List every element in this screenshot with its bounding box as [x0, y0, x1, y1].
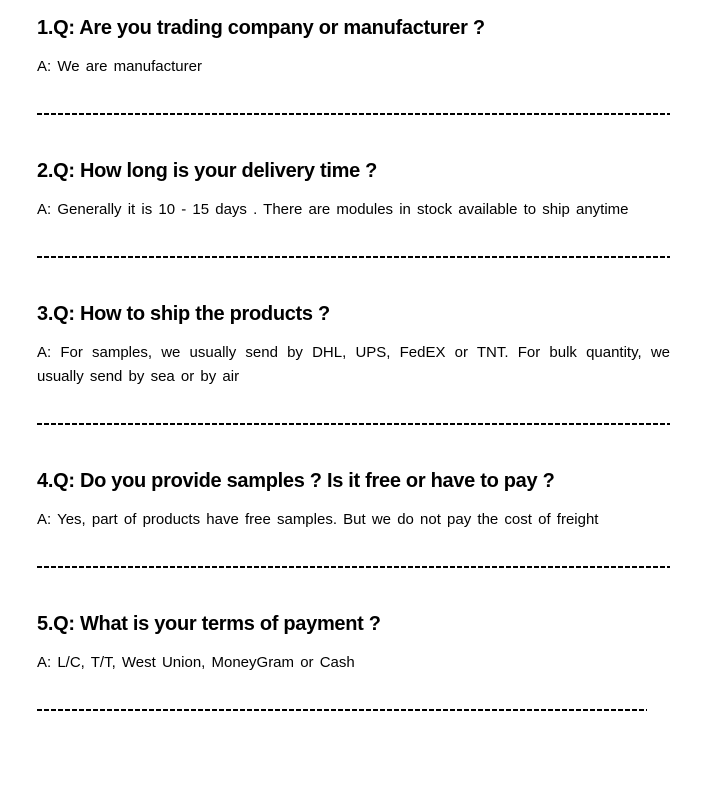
separator-line: [37, 113, 670, 115]
faq-section: [37, 612, 670, 711]
faq-question: 2.Q: How long is your delivery time ?: [37, 160, 378, 182]
faq-question: 1.Q: Are you trading company or manufacturer ?: [37, 17, 485, 39]
faq-answer: A: We are manufacturer: [37, 58, 202, 75]
faq-answer: A: Generally it is 10 - 15 days . There are modules in stock available to ship anytime: [37, 201, 629, 218]
faq-answer: A: For samples, we usually send by DHL, UPS, FedEX or TNT. For bulk quantity, we usually send by sea or by air: [37, 344, 670, 385]
faq-section: [37, 159, 670, 258]
faq-section: [37, 302, 670, 425]
faq-section: [37, 469, 670, 568]
faq-answer: A: L/C, T/T, West Union, MoneyGram or Cash: [37, 654, 355, 671]
separator-line: [37, 256, 670, 258]
faq-section: [37, 16, 670, 115]
faq-question: 3.Q: How to ship the products ?: [37, 303, 330, 325]
faq-question: 5.Q: What is your terms of payment ?: [37, 613, 381, 635]
faq-answer: A: Yes, part of products have free samples. But we do not pay the cost of freight: [37, 511, 599, 528]
separator-line: [37, 423, 670, 425]
faq-question: 4.Q: Do you provide samples ? Is it free or have to pay ?: [37, 470, 555, 492]
separator-line: [37, 566, 670, 568]
separator-line: [37, 709, 647, 711]
